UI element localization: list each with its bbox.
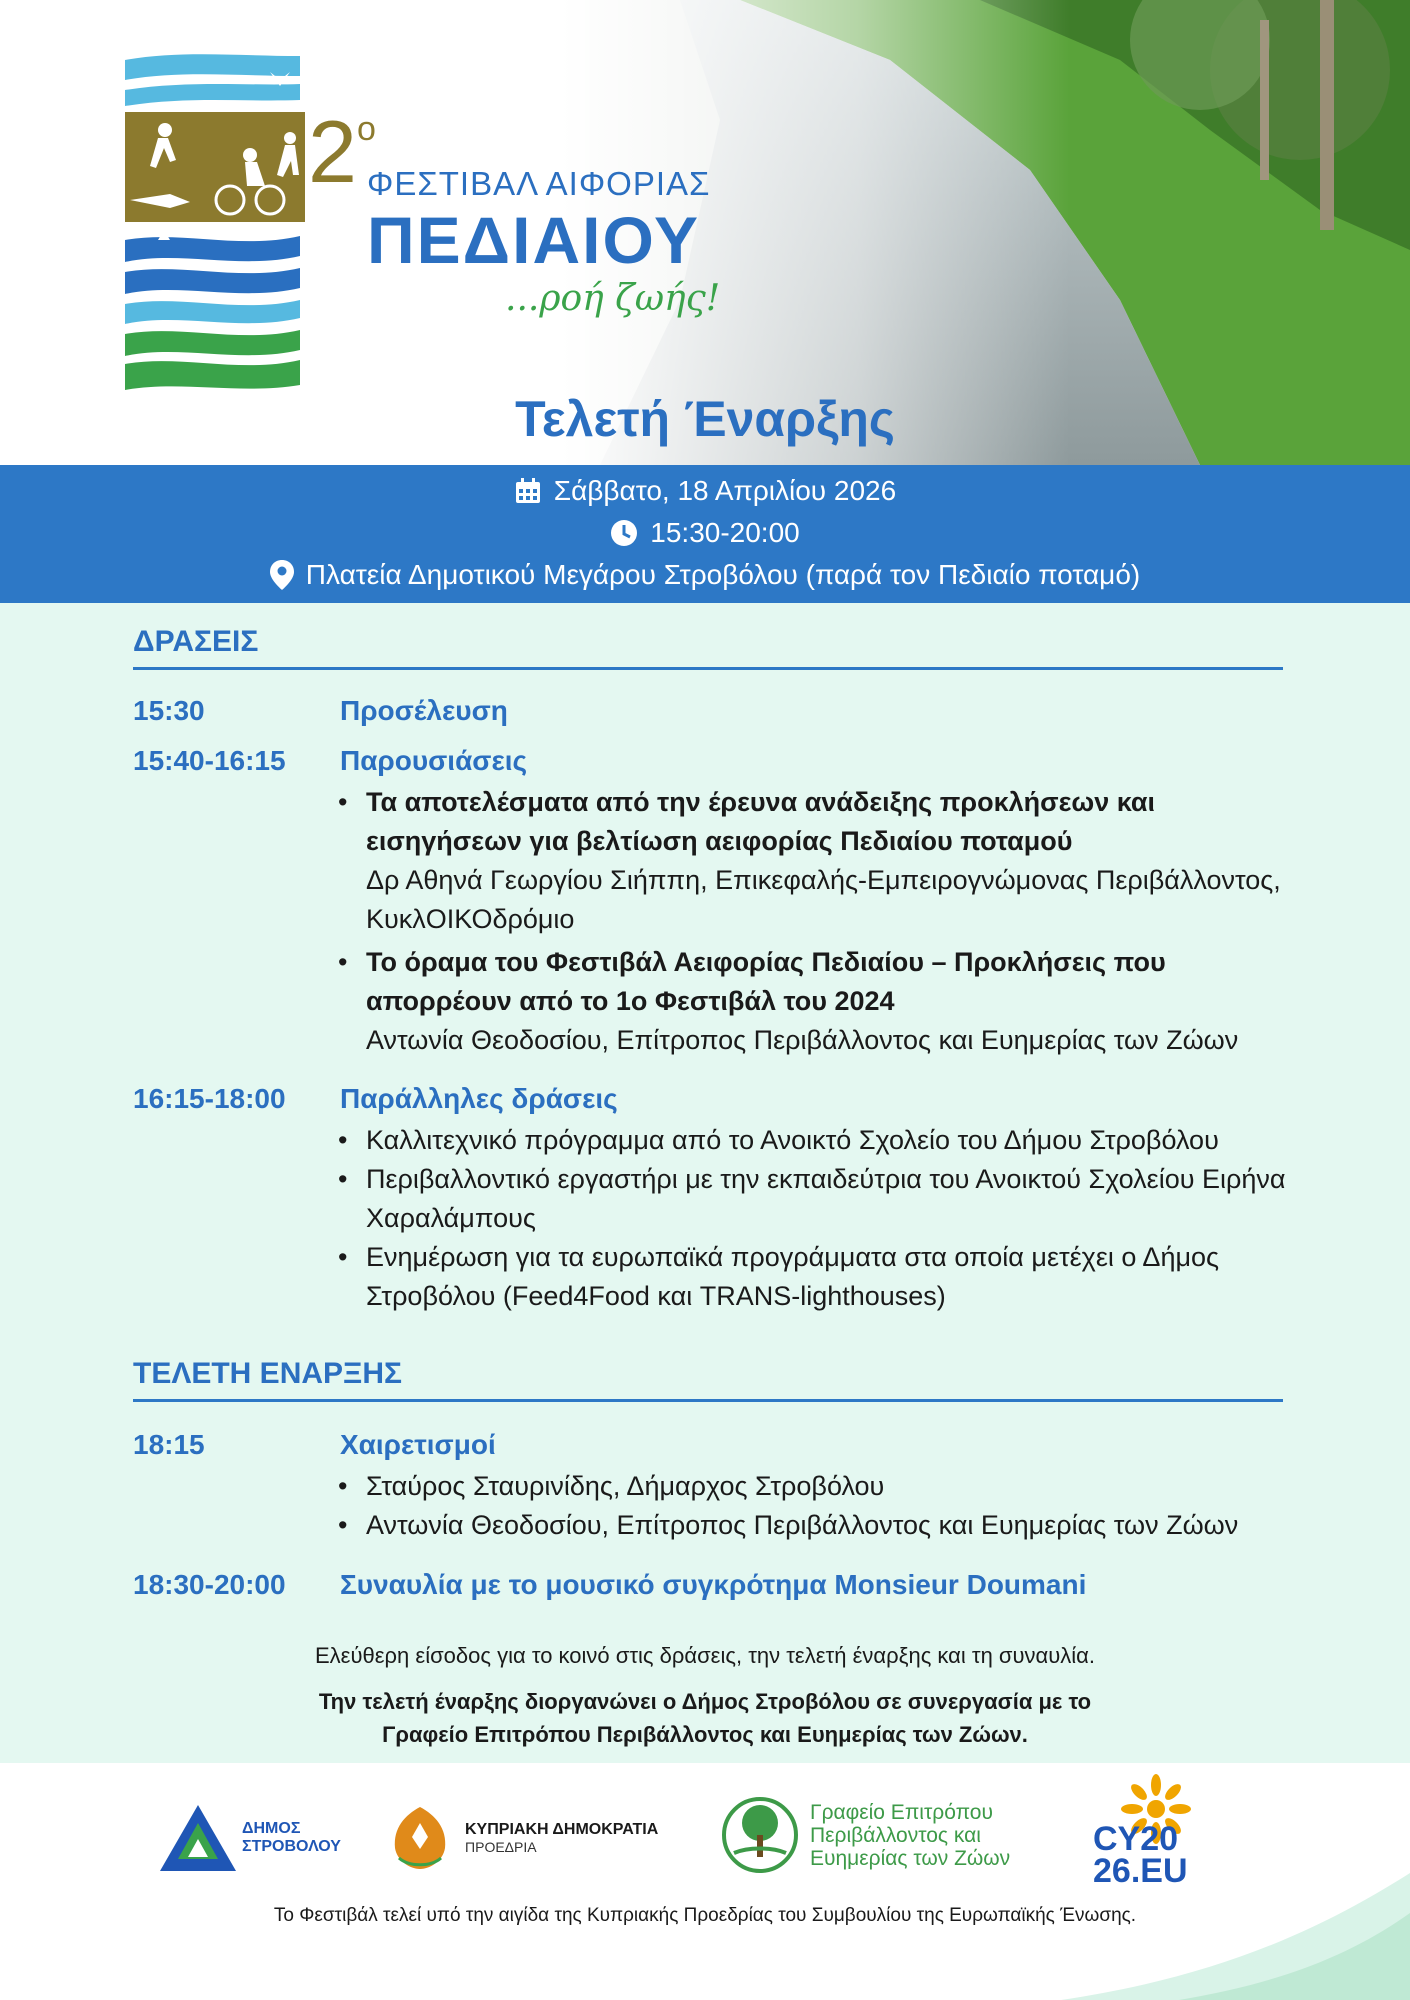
environment-commissioner-logo <box>720 1791 1010 1879</box>
footer-note: Το Φεστιβάλ τελεί υπό την αιγίδα της Κυπριακής Προεδρίας του Συμβουλίου της Ευρωπαϊκής Ένωσης. <box>273 1905 1137 1926</box>
section-divider <box>133 667 1283 670</box>
section-heading-activities: ΔΡΑΣΕΙΣ <box>133 625 259 658</box>
festival-name-line1: ΦΕΣΤΙΒΑΛ ΑΙΦΟΡΙΑΣ <box>367 165 711 202</box>
clock-icon <box>610 519 638 547</box>
slot-time: 15:30 <box>133 695 205 726</box>
strovolos-line2: ΣΤΡΟΒΟΛΟΥ <box>242 1838 341 1855</box>
cyprus-republic-logo <box>385 1803 658 1873</box>
calendar-icon <box>514 477 542 505</box>
organizer-note-line1: Την τελετή έναρξης διοργανώνει ο Δήμος Στροβόλου σε συνεργασία με το <box>318 1689 1092 1714</box>
list-item: • Αντωνία Θεοδοσίου, Επίτροπος Περιβάλλοντος και Ευημερίας των Ζώων <box>334 1506 1294 1545</box>
event-time-row <box>0 517 1410 549</box>
slot-time: 18:15 <box>133 1429 205 1460</box>
list-item <box>334 943 1294 1060</box>
event-date: Σάββατο, 18 Απριλίου 2026 <box>553 475 897 506</box>
slot-title: Χαιρετισμοί <box>340 1429 496 1460</box>
env-line3: Ευημερίας των Ζώων <box>810 1846 1011 1870</box>
tree-icon <box>720 1791 800 1879</box>
program <box>0 603 1410 1763</box>
decorative-wave <box>1040 1873 1410 2000</box>
cy2026-text-line1: CY20 <box>1093 1820 1179 1858</box>
section-heading-ceremony: ΤΕΛΕΤΗ ΕΝΑΡΞΗΣ <box>133 1357 403 1390</box>
list-item: • Σταύρος Σταυρινίδης, Δήμαρχος Στροβόλου <box>334 1467 1294 1506</box>
list-item <box>334 783 1294 939</box>
footer <box>0 1763 1410 2000</box>
event-info-bar <box>0 465 1410 603</box>
edition-number: $2^o$ <box>308 102 376 201</box>
location-pin-icon <box>270 560 294 590</box>
slot-title: Παρουσιάσεις <box>340 745 528 776</box>
slot-time: 16:15-18:00 <box>133 1083 286 1114</box>
greetings-list <box>334 1467 1294 1545</box>
presentation-title: • Το όραμα του Φεστιβάλ Αειφορίας Πεδιαίου – Προκλήσεις που απορρέουν από το 1ο Φεστιβάλ του 2024 <box>366 947 1166 1016</box>
cy2026-text-line2: 26.EU <box>1093 1852 1188 1890</box>
free-entry-note: Ελεύθερη είσοδος για το κοινό στις δράσεις, την τελετή έναρξης και τη συναυλία. <box>314 1643 1095 1668</box>
slot-title: Προσέλευση <box>340 695 508 726</box>
event-place: Πλατεία Δημοτικού Μεγάρου Στροβόλου (παρά τον Πεδιαίο ποταμό) <box>305 559 1141 590</box>
organizer-note-line2: Γραφείο Επιτρόπου Περιβάλλοντος και Ευημερίας των Ζώων. <box>382 1722 1028 1747</box>
festival-logo <box>120 50 340 405</box>
list-item: • Ενημέρωση για τα ευρωπαϊκά προγράμματα στα οποία μετέχει ο Δήμος Στροβόλου (Feed4Food και TRANS-lighthouses) <box>334 1238 1294 1316</box>
event-place-row <box>0 559 1410 591</box>
event-date-row <box>0 475 1410 507</box>
header <box>0 0 1410 465</box>
presentation-speaker: Δρ Αθηνά Γεωργίου Σιήππη, Επικεφαλής-Εμπειρογνώμονας Περιβάλλοντος, ΚυκλΟΙΚΟδρόμιο <box>366 865 1281 934</box>
presentation-title: • Τα αποτελέσματα από την έρευνα ανάδειξης προκλήσεων και εισηγήσεων για βελτίωση αειφορίας Πεδιαίου ποταμού <box>366 787 1156 856</box>
strovolos-logo <box>158 1803 341 1873</box>
cyprus-republic-line1: ΚΥΠΡΙΑΚΗ ΔΗΜΟΚΡΑΤΙΑ <box>465 1821 659 1838</box>
cy2026-logo <box>1093 1773 1188 1890</box>
slot-time: 15:40-16:15 <box>133 745 286 776</box>
env-line1: Γραφείο Επιτρόπου <box>810 1800 993 1824</box>
presentations-list <box>334 783 1294 1060</box>
festival-slogan: ...ροή ζωής! <box>505 278 721 319</box>
event-time: 15:30-20:00 <box>650 517 800 548</box>
section-divider <box>133 1399 1283 1402</box>
list-item: • Περιβαλλοντικό εργαστήρι με την εκπαιδεύτρια του Ανοικτού Σχολείου Ειρήνα Χαραλάμπους <box>334 1160 1294 1238</box>
strovolos-triangle-icon <box>158 1803 238 1873</box>
strovolos-line1: ΔΗΜΟΣ <box>242 1820 301 1837</box>
slot-title: Παράλληλες δράσεις <box>340 1083 618 1114</box>
slot-title: Συναυλία με το μουσικό συγκρότημα Monsieur Doumani <box>340 1569 1087 1600</box>
event-title: Τελετή Έναρξης <box>515 391 895 447</box>
list-item: • Καλλιτεχνικό πρόγραμμα από το Ανοικτό Σχολείο του Δήμου Στροβόλου <box>334 1121 1294 1160</box>
festival-name-line2: ΠΕΔΙΑΙΟΥ <box>367 203 700 277</box>
slot-time: 18:30-20:00 <box>133 1569 286 1600</box>
cyprus-emblem-icon <box>385 1803 455 1873</box>
env-line2: Περιβάλλοντος και <box>810 1823 981 1847</box>
parallel-activities-list <box>334 1121 1294 1316</box>
cyprus-republic-line2: ΠΡΟΕΔΡΙΑ <box>465 1839 537 1855</box>
presentation-speaker: Αντωνία Θεοδοσίου, Επίτροπος Περιβάλλοντος και Ευημερίας των Ζώων <box>366 1025 1239 1055</box>
